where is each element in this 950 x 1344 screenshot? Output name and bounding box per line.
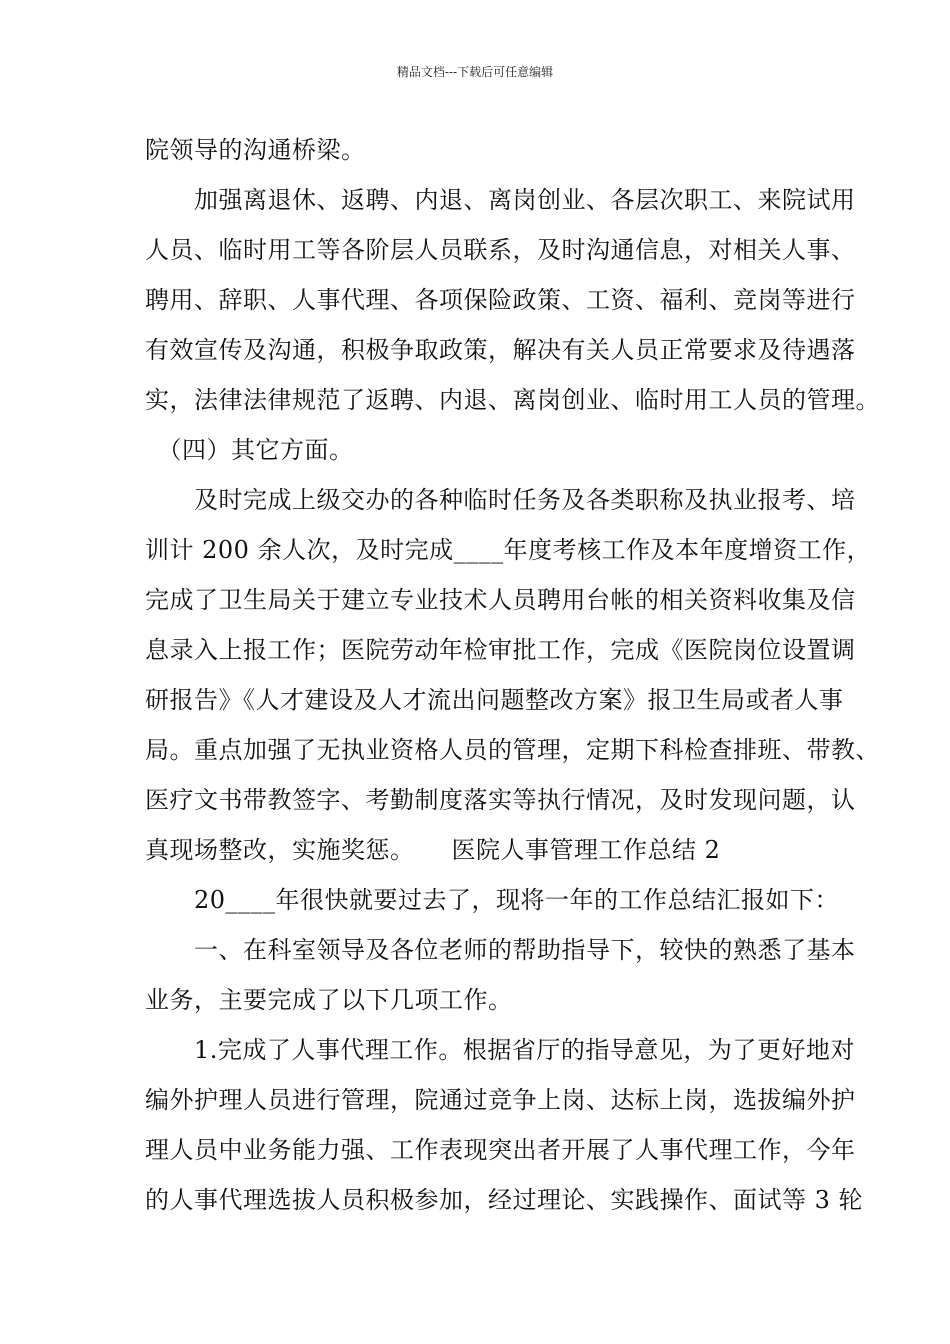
text-line: 加强离退休、返聘、内退、离岗创业、各层次职工、来院试用 (145, 186, 856, 214)
text-line: 1.完成了人事代理工作。根据省厅的指导意见，为了更好地对 (145, 1036, 855, 1064)
text-line: 有效宣传及沟通，积极争取政策，解决有关人员正常要求及待遇落 (145, 336, 856, 364)
text-line: 完成了卫生局关于建立专业技术人员聘用台帐的相关资料收集及信 (145, 586, 856, 614)
text-line: 编外护理人员进行管理，院通过竞争上岗、达标上岗，选拔编外护 (145, 1086, 856, 1114)
text-line: 训计 200 余人次，及时完成____年度考核工作及本年度增资工作， (145, 536, 872, 564)
text-line: 真现场整改，实施奖惩。 医院人事管理工作总结 2 (145, 836, 721, 864)
text-line: 人员、临时用工等各阶层人员联系，及时沟通信息，对相关人事、 (145, 236, 856, 264)
text-line: 及时完成上级交办的各种临时任务及各类职称及执业报考、培 (145, 486, 856, 514)
text-line: 20____年很快就要过去了，现将一年的工作总结汇报如下： (145, 886, 840, 914)
text-line: 局。重点加强了无执业资格人员的管理，定期下科检查排班、带教、 (145, 736, 880, 764)
text-line: 理人员中业务能力强、工作表现突出者开展了人事代理工作，今年 (145, 1136, 856, 1164)
text-line: 研报告》《人才建设及人才流出问题整改方案》报卫生局或者人事 (145, 686, 844, 714)
page-header: 精品文档---下载后可任意编辑 (396, 65, 554, 79)
text-line: 的人事代理选拔人员积极参加，经过理论、实践操作、面试等 3 轮 (145, 1186, 864, 1214)
text-line: 息录入上报工作；医院劳动年检审批工作，完成《医院岗位设置调 (145, 636, 856, 664)
text-line: 一、在科室领导及各位老师的帮助指导下，较快的熟悉了基本 (145, 936, 856, 964)
section-heading: （四）其它方面。 (145, 436, 354, 464)
text-line: 医疗文书带教签字、考勤制度落实等执行情况，及时发现问题，认 (145, 786, 856, 814)
text-line: 实，法律法律规范了返聘、内退、离岗创业、临时用工人员的管理。 (145, 386, 880, 414)
text-line: 业务，主要完成了以下几项工作。 (145, 986, 513, 1014)
text-line: 聘用、辞职、人事代理、各项保险政策、工资、福利、竞岗等进行 (145, 286, 856, 314)
text-line: 院领导的沟通桥梁。 (145, 136, 366, 164)
